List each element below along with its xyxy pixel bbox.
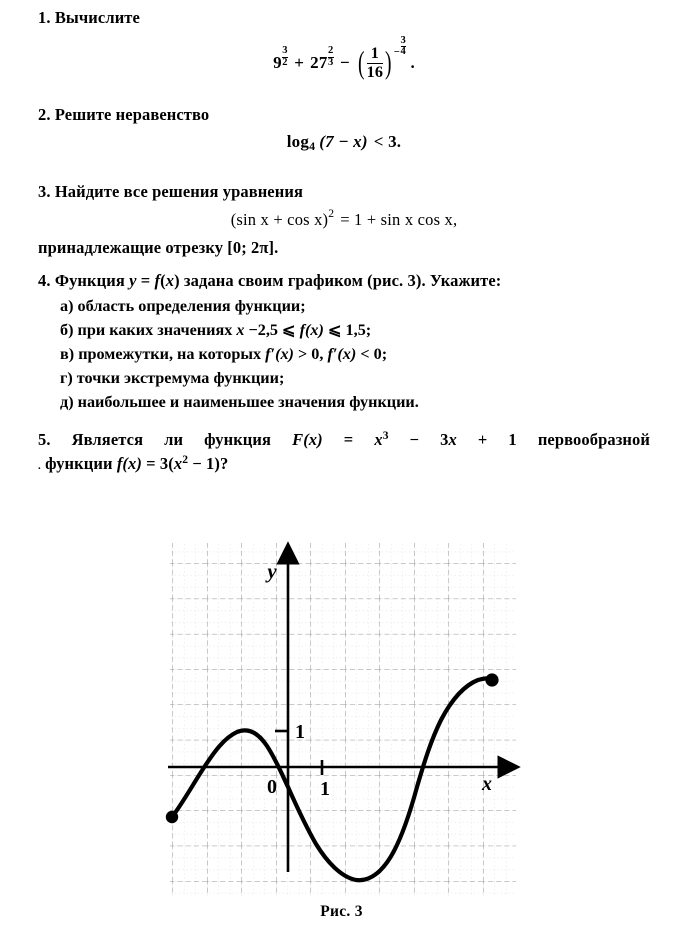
problem-5-var-x-2: x (448, 430, 457, 449)
problem-3-title (38, 182, 650, 202)
problem-2-text: Решите неравенство (54, 105, 210, 124)
problem-4-item-a-text: область определения функции; (77, 297, 306, 316)
formula3-rhs: = 1 + sin x cos x, (340, 210, 458, 230)
problem-3-number: 3. (38, 182, 51, 201)
formula1-period: . (410, 53, 415, 73)
problem-3 (38, 182, 650, 258)
problem-4-item-v-deriv-2: f′(x) (327, 345, 357, 364)
formula1-minus: − (340, 53, 350, 73)
problem-4-text-2: ) задана своим графиком (рис. 3). Укажите: (174, 271, 502, 290)
formula2-log: log (286, 132, 310, 152)
problem-5-text-3: + 1 первообразной (456, 430, 650, 449)
problem-5-eq: = (322, 430, 375, 449)
x-axis-label: x (482, 773, 492, 795)
problem-4-item-g (60, 368, 650, 389)
problem-4 (38, 271, 650, 413)
function-graph-figure (0, 528, 683, 940)
problem-5-func-F: F(x) (292, 430, 323, 449)
problem-1-text: Вычислите (54, 8, 140, 27)
problem-5 (38, 430, 650, 474)
problem-5-line-2 (38, 454, 650, 474)
formula1-plus: + (294, 53, 305, 73)
problem-4-item-b-text-pre: при каких значениях (77, 321, 237, 340)
formula1-base-9: 9 (273, 53, 282, 73)
problem-1-number: 1. (38, 8, 51, 27)
formula2-base: 4 (309, 138, 316, 153)
problem-4-item-v-deriv-1: f′(x) (265, 345, 294, 364)
problem-5-text-5: = 3( (141, 454, 174, 474)
problem-5-power-2: 2 (182, 454, 189, 467)
problem-4-title (38, 271, 650, 291)
problem-4-item-v-text-post: < 0; (356, 345, 388, 364)
formula3-lhs: (sin x + cos x) (230, 210, 329, 230)
problem-4-text-1: Функция (54, 271, 130, 290)
problem-4-var-x: x (165, 271, 175, 290)
problem-5-var-x-3: x (173, 454, 183, 474)
problem-5-var-x: x (374, 430, 383, 449)
problem-4-var-y: y (129, 271, 137, 290)
problem-4-item-v-text-pre: промежутки, на которых (78, 345, 266, 364)
problem-5-text-1: Является ли функция (71, 430, 293, 449)
formula1-left-paren: ( (357, 44, 365, 80)
problem-4-number: 4. (38, 271, 51, 290)
problem-3-text: Найдите все решения уравнения (54, 182, 303, 201)
problem-4-item-v-text-mid: > 0, (293, 345, 328, 364)
right-endpoint-dot (485, 673, 498, 686)
problem-3-tail: принадлежащие отрезку [0; 2π]. (38, 238, 279, 258)
formula1-base-27: 27 (310, 53, 328, 73)
problem-4-paren-open: ( (160, 271, 166, 290)
problem-5-line-1 (38, 430, 650, 450)
problem-4-item-b-label: б) (60, 321, 74, 340)
problem-5-text-6: − 1)? (188, 454, 229, 474)
problem-4-item-d-text: наибольшее и наименьшее значения функции. (77, 393, 419, 412)
problem-4-item-a (60, 296, 650, 317)
problem-1-formula (38, 34, 650, 81)
problem-4-item-b-text-mid: −2,5 ⩽ (244, 321, 300, 340)
problem-5-stray-dot: . (38, 460, 41, 473)
problem-4-item-a-label: а) (60, 297, 74, 316)
problem-4-eq: = (136, 271, 155, 290)
x-unit-label: 1 (320, 778, 330, 800)
problem-4-item-g-label: г) (60, 369, 73, 388)
problem-4-item-b-text-post: ⩽ 1,5; (323, 321, 372, 340)
formula1-fraction-1-16: $\frac{1}{16}$ (366, 45, 384, 81)
graph-paper-grid (170, 543, 516, 896)
left-endpoint-dot (166, 811, 178, 823)
formula2-argument: (7 − x) (319, 132, 368, 152)
y-axis-label: y (267, 559, 277, 583)
formula3-power: 2 (328, 208, 335, 221)
problem-4-item-d-label: д) (60, 393, 74, 412)
problem-5-number: 5. (38, 430, 51, 449)
y-unit-label: 1 (295, 721, 305, 743)
problem-4-item-v-label: в) (60, 345, 75, 364)
origin-label: 0 (267, 776, 277, 798)
problem-2-formula (38, 132, 650, 152)
formula1-right-paren: ) (385, 44, 392, 80)
problem-4-item-d (60, 392, 650, 413)
problem-4-item-g-text: точки экстремума функции; (76, 369, 285, 388)
problem-2-number: 2. (38, 105, 51, 124)
formula1-exponent-2-3: $\frac{2}{3}$ (328, 45, 334, 69)
problem-1-title (38, 8, 650, 28)
problem-2 (38, 105, 650, 152)
problem-2-title (38, 105, 650, 125)
problem-5-text-2: − 3 (388, 430, 449, 449)
formula1-exponent-3-2: $\frac{3}{2}$ (282, 45, 288, 69)
problem-5-text-4: функции (40, 454, 117, 474)
formula2-relation: < 3. (373, 132, 402, 152)
problem-3-formula (38, 210, 650, 230)
figure-caption: Рис. 3 (320, 903, 363, 920)
problem-1 (38, 8, 650, 81)
problem-5-func-f: f(x) (116, 454, 142, 474)
problem-4-item-v (60, 344, 650, 365)
problem-5-power-3: 3 (382, 430, 389, 442)
formula1-exponent-neg-3-4: − $\frac{3}{4}$ (393, 34, 406, 59)
problem-4-item-b-var: x (236, 321, 245, 340)
problem-4-item-b-fx: f(x) (299, 321, 324, 340)
problem-4-func-f: f (154, 271, 161, 290)
problem-4-item-b (60, 320, 650, 341)
